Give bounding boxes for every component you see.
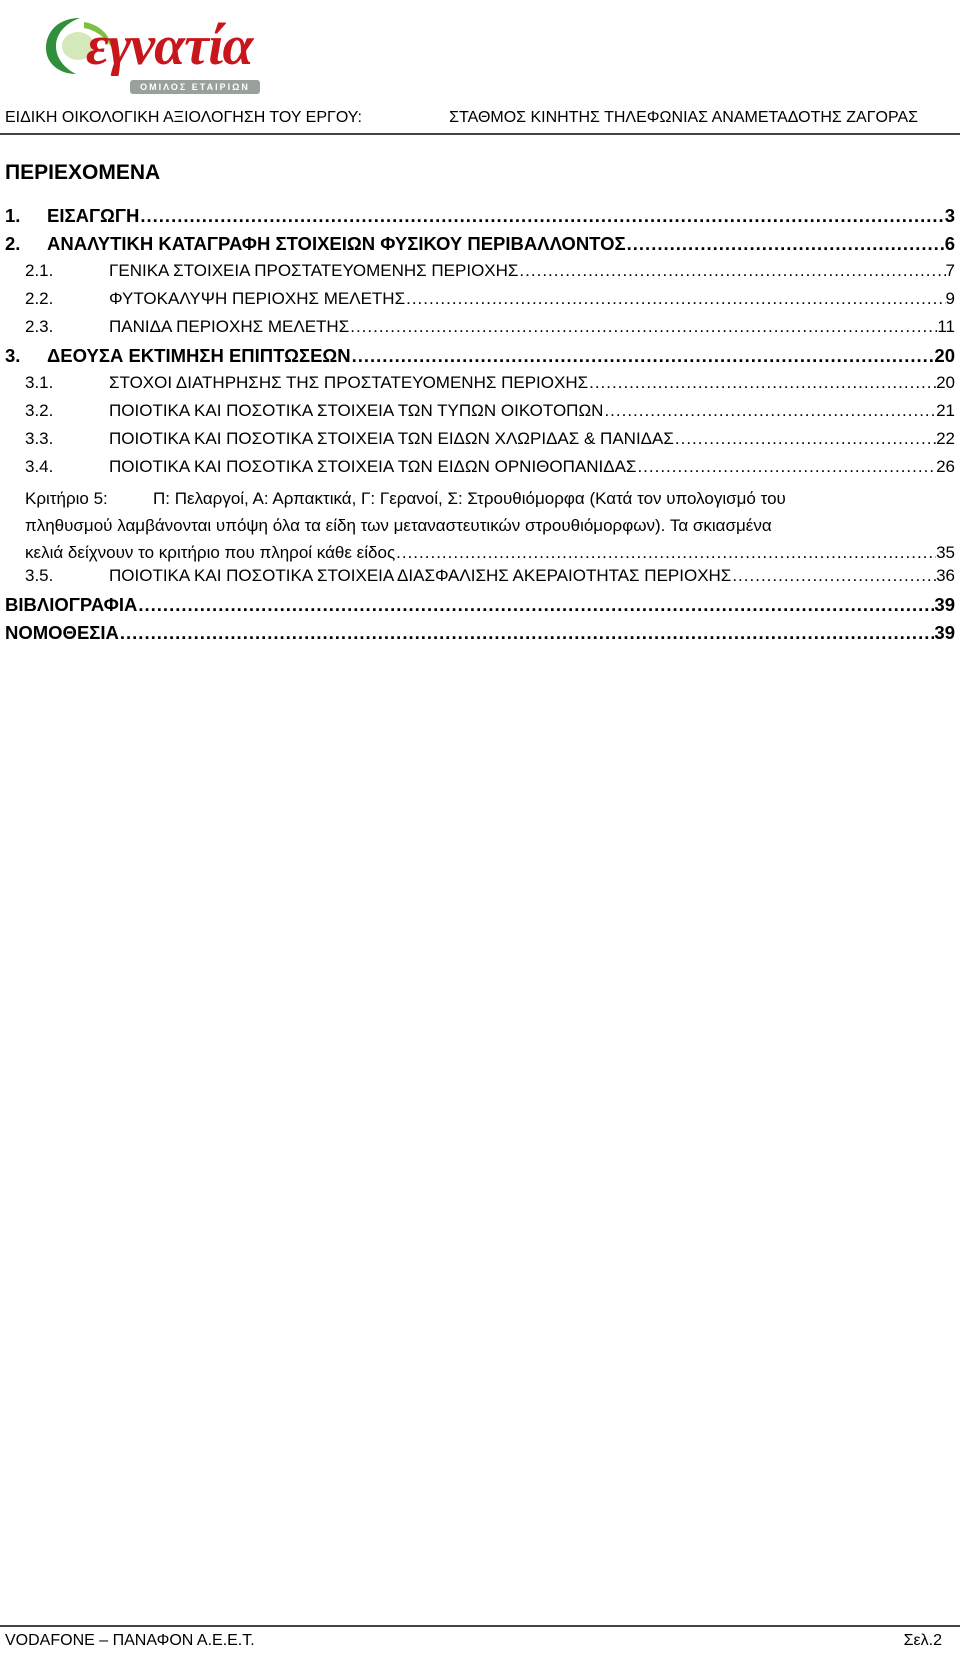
- toc-entry-number: 2.1.: [25, 261, 54, 280]
- company-logo: [28, 8, 268, 104]
- table-of-contents: [0, 205, 960, 650]
- toc-entry-number: 3.4.: [25, 457, 54, 476]
- toc-entry-page: 7: [945, 261, 955, 280]
- toc-entry-page: 21: [936, 401, 955, 420]
- toc-entry[interactable]: [0, 566, 955, 594]
- toc-entry-page: 3: [944, 205, 955, 226]
- toc-dot-leader: [674, 429, 936, 449]
- toc-dot-leader: [137, 594, 934, 616]
- toc-dot-leader: [395, 539, 936, 566]
- toc-dot-leader: [518, 261, 945, 281]
- toc-dot-leader: [731, 566, 936, 586]
- toc-entry-label: ΠΟΙΟΤΙΚΑ ΚΑΙ ΠΟΣΟΤΙΚΑ ΣΤΟΙΧΕΙΑ ΤΩΝ ΤΥΠΩΝ ΟΙΚΟΤΟΠΩΝ: [109, 401, 604, 420]
- toc-entry-label: ΑΝΑΛΥΤΙΚΗ ΚΑΤΑΓΡΑΦΗ ΣΤΟΙΧΕΙΩΝ ΦΥΣΙΚΟΥ ΠΕΡΙΒΑΛΛΟΝΤΟΣ: [47, 233, 626, 254]
- toc-criterion-text: Π: Πελαργοί, Α: Αρπακτικά, Γ: Γερανοί, Σ: Στρουθιόμορφα (Κατά τον υπολογισμό του: [153, 489, 786, 508]
- toc-entry-number: 3.1.: [25, 373, 54, 392]
- toc-dot-leader: [603, 401, 936, 421]
- toc-entry-number: 3.3.: [25, 429, 54, 448]
- toc-entry-page: 6: [944, 233, 955, 254]
- toc-entry-label: ΠΟΙΟΤΙΚΑ ΚΑΙ ΠΟΣΟΤΙΚΑ ΣΤΟΙΧΕΙΑ ΤΩΝ ΕΙΔΩΝ ΟΡΝΙΘΟΠΑΝΙΔΑΣ: [109, 457, 637, 476]
- toc-entry-label: ΓΕΝΙΚΑ ΣΤΟΙΧΕΙΑ ΠΡΟΣΤΑΤΕΥΟΜΕΝΗΣ ΠΕΡΙΟΧΗΣ: [109, 261, 519, 280]
- toc-entry-label: ΒΙΒΛΙΟΓΡΑΦΙΑ: [5, 594, 138, 615]
- toc-entry-label: ΕΙΣΑΓΩΓΗ: [47, 205, 140, 226]
- toc-entry[interactable]: [0, 317, 955, 345]
- toc-criterion-page: 35: [936, 543, 955, 562]
- page-number: Σελ.2: [903, 1632, 942, 1649]
- toc-dot-leader: [349, 317, 937, 337]
- toc-dot-leader: [636, 457, 936, 477]
- running-header: [0, 104, 960, 132]
- logo-wordmark: εγνατία: [86, 15, 253, 77]
- logo-subtitle: ΟΜΙΛΟΣ ΕΤΑΙΡΙΩΝ: [130, 80, 260, 94]
- toc-dot-leader: [588, 373, 936, 393]
- toc-entry-page: 39: [934, 622, 955, 643]
- footer-company: VODAFONE – ΠΑΝΑΦΟΝ Α.Ε.Ε.Τ.: [5, 1632, 255, 1649]
- toc-entry-number: 3.: [5, 345, 21, 366]
- toc-entry-page: 20: [934, 345, 955, 366]
- toc-criterion-text: κελιά δείχνουν το κριτήριο που πληροί κάθε είδος: [25, 543, 396, 562]
- toc-criterion-entry[interactable]: [0, 485, 955, 566]
- toc-dot-leader: [405, 289, 945, 309]
- toc-entry-number: 2.2.: [25, 289, 54, 308]
- toc-entry[interactable]: [0, 401, 955, 429]
- toc-entry-page: 26: [936, 457, 955, 476]
- toc-entry[interactable]: [0, 261, 955, 289]
- footer-divider: [0, 1625, 960, 1627]
- toc-criterion-line: [25, 485, 955, 512]
- toc-entry[interactable]: [0, 345, 955, 373]
- toc-criterion-line: [25, 539, 955, 566]
- toc-criterion-key: Κριτήριο 5:: [25, 489, 108, 508]
- toc-dot-leader: [119, 622, 935, 644]
- toc-entry[interactable]: [0, 289, 955, 317]
- toc-entry-label: ΠΟΙΟΤΙΚΑ ΚΑΙ ΠΟΣΟΤΙΚΑ ΣΤΟΙΧΕΙΑ ΔΙΑΣΦΑΛΙΣΗΣ ΑΚΕΡΑΙΟΤΗΤΑΣ ΠΕΡΙΟΧΗΣ: [109, 566, 732, 585]
- toc-entry-label: ΣΤΟΧΟΙ ΔΙΑΤΗΡΗΣΗΣ ΤΗΣ ΠΡΟΣΤΑΤΕΥΟΜΕΝΗΣ ΠΕΡΙΟΧΗΣ: [109, 373, 589, 392]
- toc-entry[interactable]: [0, 373, 955, 401]
- toc-entry-page: 36: [936, 566, 955, 585]
- toc-entry-page: 20: [936, 373, 955, 392]
- toc-entry[interactable]: [0, 622, 955, 650]
- toc-entry-number: 2.3.: [25, 317, 54, 336]
- toc-entry[interactable]: [0, 205, 955, 233]
- toc-entry[interactable]: [0, 594, 955, 622]
- toc-title: ΠΕΡΙΕΧΟΜΕΝΑ: [5, 161, 161, 184]
- toc-entry[interactable]: [0, 457, 955, 485]
- toc-entry[interactable]: [0, 233, 955, 261]
- toc-entry-page: 22: [936, 429, 955, 448]
- toc-entry-label: ΠΟΙΟΤΙΚΑ ΚΑΙ ΠΟΣΟΤΙΚΑ ΣΤΟΙΧΕΙΑ ΤΩΝ ΕΙΔΩΝ ΧΛΩΡΙΔΑΣ & ΠΑΝΙΔΑΣ: [109, 429, 674, 448]
- toc-entry-label: ΔΕΟΥΣΑ ΕΚΤΙΜΗΣΗ ΕΠΙΠΤΩΣΕΩΝ: [47, 345, 351, 366]
- header-left-text: ΕΙΔΙΚΗ ΟΙΚΟΛΟΓΙΚΗ ΑΞΙΟΛΟΓΗΣΗ ΤΟΥ ΕΡΓΟΥ:: [5, 109, 362, 126]
- toc-entry-number: 3.2.: [25, 401, 54, 420]
- toc-entry-number: 2.: [5, 233, 21, 254]
- toc-dot-leader: [626, 233, 945, 255]
- toc-entry-label: ΠΑΝΙΔΑ ΠΕΡΙΟΧΗΣ ΜΕΛΕΤΗΣ: [109, 317, 350, 336]
- header-divider: [0, 133, 960, 135]
- toc-entry-number: 3.5.: [25, 566, 54, 585]
- toc-entry-number: 1.: [5, 205, 21, 226]
- toc-entry-page: 11: [937, 317, 955, 336]
- toc-entry-label: ΦΥΤΟΚΑΛΥΨΗ ΠΕΡΙΟΧΗΣ ΜΕΛΕΤΗΣ: [109, 289, 406, 308]
- toc-entry-page: 9: [945, 289, 955, 308]
- toc-dot-leader: [139, 205, 944, 227]
- toc-criterion-text: πληθυσμού λαμβάνονται υπόψη όλα τα είδη των μεταναστευτικών στρουθιόμορφων). Τα σκιασμένα: [25, 516, 772, 535]
- header-right-text: ΣΤΑΘΜΟΣ ΚΙΝΗΤΗΣ ΤΗΛΕΦΩΝΙΑΣ ΑΝΑΜΕΤΑΔΟΤΗΣ ΖΑΓΟΡΑΣ: [449, 109, 918, 126]
- toc-entry-page: 39: [934, 594, 955, 615]
- toc-entry-label: ΝΟΜΟΘΕΣΙΑ: [5, 622, 119, 643]
- toc-criterion-line: [25, 512, 955, 539]
- toc-entry[interactable]: [0, 429, 955, 457]
- toc-dot-leader: [351, 345, 935, 367]
